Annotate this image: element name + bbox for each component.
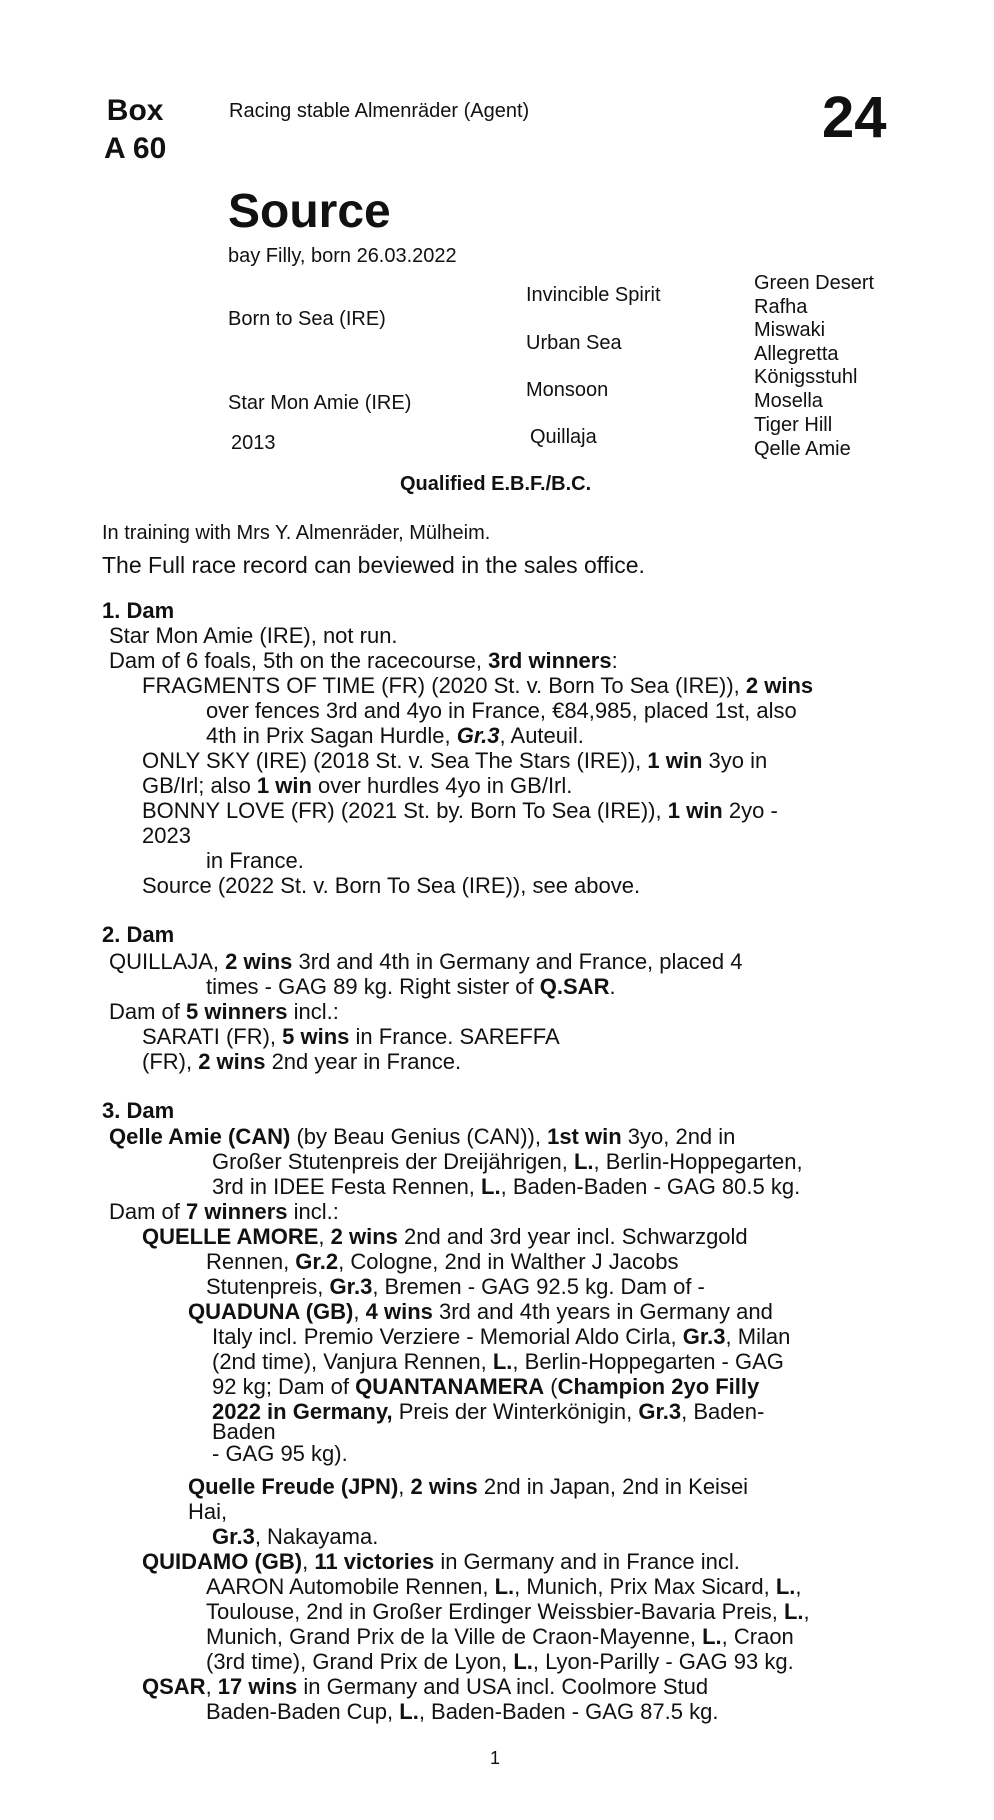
dam: Star Mon Amie (IRE) [228, 392, 412, 414]
dam2-line: times - GAG 89 kg. Right sister of Q.SAR. [206, 974, 616, 999]
race-record-note: The Full race record can beviewed in the sales office. [102, 552, 645, 578]
dam1-line: 2023 [142, 823, 191, 848]
quelle-amore-line: Stutenpreis, Gr.3, Bremen - GAG 92.5 kg. Dam of - [206, 1274, 705, 1299]
dam2-line: (FR), 2 wins 2nd year in France. [142, 1049, 462, 1074]
quaduna-line: (2nd time), Vanjura Rennen, L., Berlin-Hoppegarten - GAG [212, 1349, 784, 1374]
dam1-line: ONLY SKY (IRE) (2018 St. v. Sea The Stars (IRE)), 1 win 3yo in [142, 748, 768, 773]
dam1-line: BONNY LOVE (FR) (2021 St. by. Born To Sea (IRE)), 1 win 2yo - [142, 798, 778, 823]
quaduna-line: - GAG 95 kg). [212, 1441, 348, 1466]
quelle-amore-line: Rennen, Gr.2, Cologne, 2nd in Walther J Jacobs [206, 1249, 679, 1274]
agent: Racing stable Almenräder (Agent) [229, 100, 530, 122]
gen3-6: Mosella [754, 390, 823, 412]
quelle-freude-line: Hai, [188, 1499, 228, 1524]
dam1-heading: 1. Dam [102, 598, 175, 623]
dam2-heading: 2. Dam [102, 922, 175, 947]
dam-dam: Quillaja [530, 426, 597, 448]
training: In training with Mrs Y. Almenräder, Mülheim. [102, 522, 491, 544]
gen3-8: Qelle Amie [754, 438, 851, 460]
gen3-3: Miswaki [754, 319, 826, 341]
box-label-text: Box [106, 94, 164, 127]
gen3-5: Königsstuhl [754, 366, 858, 388]
quaduna-line: 92 kg; Dam of QUANTANAMERA (Champion 2yo Filly [212, 1374, 760, 1399]
dam3-line: Dam of 7 winners incl.: [109, 1199, 339, 1224]
box-label [104, 92, 166, 168]
quidamo-line: Toulouse, 2nd in Großer Erdinger Weissbier-Bavaria Preis, L., [206, 1599, 810, 1624]
gen3-4: Allegretta [754, 343, 839, 365]
quelle-freude-line: Gr.3, Nakayama. [212, 1524, 379, 1549]
dam2-line: QUILLAJA, 2 wins 3rd and 4th in Germany and France, placed 4 [109, 949, 743, 974]
quaduna-line: Italy incl. Premio Verziere - Memorial Aldo Cirla, Gr.3, Milan [212, 1324, 791, 1349]
quaduna-line: Baden [212, 1419, 276, 1444]
sire: Born to Sea (IRE) [228, 308, 386, 330]
qsar-line: QSAR, 17 wins in Germany and USA incl. Coolmore Stud [142, 1674, 709, 1699]
dam-year: 2013 [231, 432, 276, 454]
dam1-line: Dam of 6 foals, 5th on the racecourse, 3rd winners: [109, 648, 618, 673]
dam2-line: SARATI (FR), 5 wins in France. SAREFFA [142, 1024, 560, 1049]
dam1-line: Source (2022 St. v. Born To Sea (IRE)), see above. [142, 873, 641, 898]
horse-name: Source [228, 185, 391, 238]
quaduna-line: QUADUNA (GB), 4 wins 3rd and 4th years in Germany and [188, 1299, 773, 1324]
horse-description: bay Filly, born 26.03.2022 [228, 245, 457, 267]
quidamo-line: Munich, Grand Prix de la Ville de Craon-Mayenne, L., Craon [206, 1624, 794, 1649]
qsar-line: Baden-Baden Cup, L., Baden-Baden - GAG 87.5 kg. [206, 1699, 719, 1724]
dam2-line: Dam of 5 winners incl.: [109, 999, 339, 1024]
dam1-line: GB/Irl; also 1 win over hurdles 4yo in GB/Irl. [142, 773, 573, 798]
sire-sire: Invincible Spirit [526, 284, 661, 306]
gen3-2: Rafha [754, 296, 808, 318]
quidamo-line: QUIDAMO (GB), 11 victories in Germany and in France incl. [142, 1549, 740, 1574]
qualified: Qualified E.B.F./B.C. [400, 473, 592, 495]
dam-sire: Monsoon [526, 379, 609, 401]
dam3-line: Großer Stutenpreis der Dreijährigen, L., Berlin-Hoppegarten, [212, 1149, 803, 1174]
dam1-line: in France. [206, 848, 304, 873]
quidamo-line: (3rd time), Grand Prix de Lyon, L., Lyon-Parilly - GAG 93 kg. [206, 1649, 794, 1674]
dam3-line: Qelle Amie (CAN) (by Beau Genius (CAN)), 1st win 3yo, 2nd in [109, 1124, 736, 1149]
gen3-7: Tiger Hill [754, 414, 833, 436]
dam1-line: over fences 3rd and 4yo in France, €84,985, placed 1st, also [206, 698, 797, 723]
gen3-1: Green Desert [754, 272, 875, 294]
lot-number: 24 [822, 85, 887, 150]
dam1-line: Star Mon Amie (IRE), not run. [109, 623, 398, 648]
box-number: A 60 [104, 132, 167, 165]
dam3-heading: 3. Dam [102, 1098, 175, 1123]
page-number: 1 [490, 1748, 501, 1768]
quaduna-line: 2022 in Germany, Preis der Winterkönigin, Gr.3, Baden- [212, 1399, 765, 1424]
sire-dam: Urban Sea [526, 332, 622, 354]
quelle-freude-line: Quelle Freude (JPN), 2 wins 2nd in Japan, 2nd in Keisei [188, 1474, 749, 1499]
quelle-amore-line: QUELLE AMORE, 2 wins 2nd and 3rd year incl. Schwarzgold [142, 1224, 748, 1249]
dam1-line: 4th in Prix Sagan Hurdle, Gr.3, Auteuil. [206, 723, 584, 748]
dam3-line: 3rd in IDEE Festa Rennen, L., Baden-Baden - GAG 80.5 kg. [212, 1174, 801, 1199]
dam1-line: FRAGMENTS OF TIME (FR) (2020 St. v. Born To Sea (IRE)), 2 wins [142, 673, 814, 698]
quidamo-line: AARON Automobile Rennen, L., Munich, Prix Max Sicard, L., [206, 1574, 802, 1599]
